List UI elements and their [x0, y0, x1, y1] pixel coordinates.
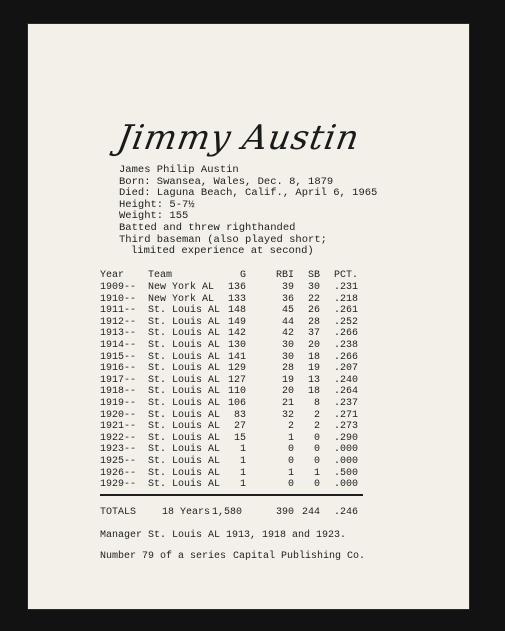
cell-team: St. Louis AL: [148, 340, 221, 351]
header-team: Team: [148, 270, 173, 281]
cell-pct: .238: [334, 340, 359, 351]
baseball-card: [28, 24, 469, 609]
cell-pct: .261: [334, 305, 359, 317]
cell-pct: .240: [334, 374, 359, 386]
series-number: Number 79 of a series: [100, 551, 227, 562]
cell-sb: 26: [307, 305, 320, 317]
cell-rbi: 0: [287, 444, 294, 456]
totals-rbi: 390: [275, 507, 294, 518]
cell-sb: 2: [313, 421, 320, 433]
cell-g: 1: [239, 467, 246, 479]
cell-team: New York AL: [148, 293, 215, 305]
header-year: Year: [100, 270, 125, 281]
cell-pct: .271: [334, 409, 359, 421]
cell-sb: 30: [307, 282, 320, 293]
cell-sb: 13: [307, 374, 320, 386]
cell-year: 1916--: [100, 363, 137, 375]
cell-pct: .266: [334, 328, 359, 340]
bats-throws: Batted and threw righthanded: [119, 221, 296, 234]
signature: Jimmy Austin: [114, 118, 363, 158]
cell-year: 1914--: [100, 340, 137, 351]
cell-sb: 1: [313, 467, 320, 479]
cell-rbi: 0: [287, 456, 294, 467]
player-bio: [119, 165, 377, 258]
height: Height: 5-7½: [119, 198, 195, 211]
totals-years: 18 Years: [162, 507, 211, 518]
cell-team: St. Louis AL: [148, 386, 221, 398]
cell-g: 130: [228, 340, 247, 351]
totals-label: TOTALS: [100, 507, 137, 518]
cell-year: 1909--: [100, 282, 137, 293]
header-pct: PCT.: [334, 270, 359, 281]
cell-year: 1926--: [100, 467, 137, 479]
cell-year: 1929--: [100, 479, 137, 491]
position-line-2: limited experience at second): [131, 245, 314, 258]
totals-g: 1,580: [212, 507, 243, 518]
cell-rbi: 0: [287, 479, 294, 491]
cell-year: 1918--: [100, 386, 137, 398]
cell-rbi: 32: [281, 409, 294, 421]
cell-pct: .000: [334, 479, 359, 491]
cell-rbi: 2: [287, 421, 294, 433]
cell-sb: 22: [307, 293, 320, 305]
header-rbi: RBI: [275, 270, 294, 281]
cell-pct: .218: [334, 293, 359, 305]
cell-team: St. Louis AL: [148, 432, 221, 444]
cell-g: 83: [233, 409, 246, 421]
cell-pct: .231: [334, 282, 359, 293]
cell-pct: .290: [334, 432, 359, 444]
cell-g: 149: [228, 316, 247, 328]
cell-g: 1: [239, 456, 246, 467]
cell-sb: 0: [313, 456, 320, 467]
cell-team: New York AL: [148, 282, 215, 293]
cell-rbi: 30: [281, 351, 294, 363]
cell-rbi: 1: [287, 467, 294, 479]
died: Died: Laguna Beach, Calif., April 6, 1965: [119, 187, 378, 200]
cell-g: 106: [228, 398, 247, 409]
cell-rbi: 20: [281, 386, 294, 398]
totals-rule: [100, 494, 363, 496]
position-line-1: Third baseman (also played short;: [119, 233, 327, 246]
cell-team: St. Louis AL: [148, 316, 221, 328]
cell-g: 27: [233, 421, 246, 433]
cell-pct: .207: [334, 363, 359, 375]
cell-year: 1913--: [100, 328, 137, 340]
cell-g: 148: [228, 305, 247, 317]
cell-year: 1917--: [100, 374, 137, 386]
cell-year: 1923--: [100, 444, 137, 456]
cell-sb: 28: [307, 316, 320, 328]
cell-year: 1921--: [100, 421, 137, 433]
cell-rbi: 42: [281, 328, 294, 340]
cell-sb: 0: [313, 444, 320, 456]
cell-pct: .273: [334, 421, 359, 433]
cell-team: St. Louis AL: [148, 305, 221, 317]
cell-sb: 8: [313, 398, 320, 409]
cell-year: 1925--: [100, 456, 137, 467]
cell-sb: 20: [307, 340, 320, 351]
cell-sb: 19: [307, 363, 320, 375]
cell-rbi: 36: [281, 293, 294, 305]
header-g: G: [239, 270, 246, 281]
cell-team: St. Louis AL: [148, 374, 221, 386]
cell-g: 110: [228, 386, 247, 398]
cell-rbi: 44: [281, 316, 294, 328]
cell-rbi: 1: [287, 432, 294, 444]
cell-g: 141: [228, 351, 247, 363]
cell-team: St. Louis AL: [148, 456, 221, 467]
cell-team: St. Louis AL: [148, 351, 221, 363]
header-sb: SB: [307, 270, 320, 281]
cell-g: 142: [228, 328, 247, 340]
cell-team: St. Louis AL: [148, 363, 221, 375]
publisher: Capital Publishing Co.: [233, 551, 366, 562]
cell-sb: 0: [313, 432, 320, 444]
cell-team: St. Louis AL: [148, 409, 221, 421]
cell-pct: .500: [334, 467, 359, 479]
cell-g: 1: [239, 444, 246, 456]
cell-rbi: 19: [281, 374, 294, 386]
cell-sb: 18: [307, 386, 320, 398]
cell-team: St. Louis AL: [148, 467, 221, 479]
cell-sb: 0: [313, 479, 320, 491]
cell-pct: .266: [334, 351, 359, 363]
full-name: James Philip Austin: [119, 164, 239, 176]
cell-g: 127: [228, 374, 247, 386]
cell-g: 1: [239, 479, 246, 491]
cell-g: 15: [233, 432, 246, 444]
cell-g: 136: [228, 282, 247, 293]
cell-g: 129: [228, 363, 247, 375]
totals-sb: 244: [301, 507, 320, 518]
cell-team: St. Louis AL: [148, 398, 221, 409]
cell-pct: .237: [334, 398, 359, 409]
manager-note: Manager St. Louis AL 1913, 1918 and 1923.: [100, 530, 347, 541]
cell-year: 1915--: [100, 351, 137, 363]
born: Born: Swansea, Wales, Dec. 8, 1879: [119, 175, 334, 188]
cell-pct: .000: [334, 444, 359, 456]
cell-year: 1919--: [100, 398, 137, 409]
weight: Weight: 155: [119, 210, 189, 223]
cell-rbi: 21: [281, 398, 294, 409]
cell-team: St. Louis AL: [148, 444, 221, 456]
cell-sb: 37: [307, 328, 320, 340]
cell-year: 1922--: [100, 432, 137, 444]
cell-pct: .252: [334, 316, 359, 328]
cell-team: St. Louis AL: [148, 421, 221, 433]
cell-rbi: 28: [281, 363, 294, 375]
cell-g: 133: [228, 293, 247, 305]
cell-year: 1911--: [100, 305, 137, 317]
cell-year: 1910--: [100, 293, 137, 305]
cell-pct: .264: [334, 386, 359, 398]
cell-year: 1920--: [100, 409, 137, 421]
cell-rbi: 39: [281, 282, 294, 293]
cell-team: St. Louis AL: [148, 328, 221, 340]
cell-year: 1912--: [100, 316, 137, 328]
cell-pct: .000: [334, 456, 359, 467]
totals-pct: .246: [334, 507, 359, 518]
cell-sb: 2: [313, 409, 320, 421]
cell-sb: 18: [307, 351, 320, 363]
cell-team: St. Louis AL: [148, 479, 221, 491]
cell-rbi: 30: [281, 340, 294, 351]
cell-rbi: 45: [281, 305, 294, 317]
